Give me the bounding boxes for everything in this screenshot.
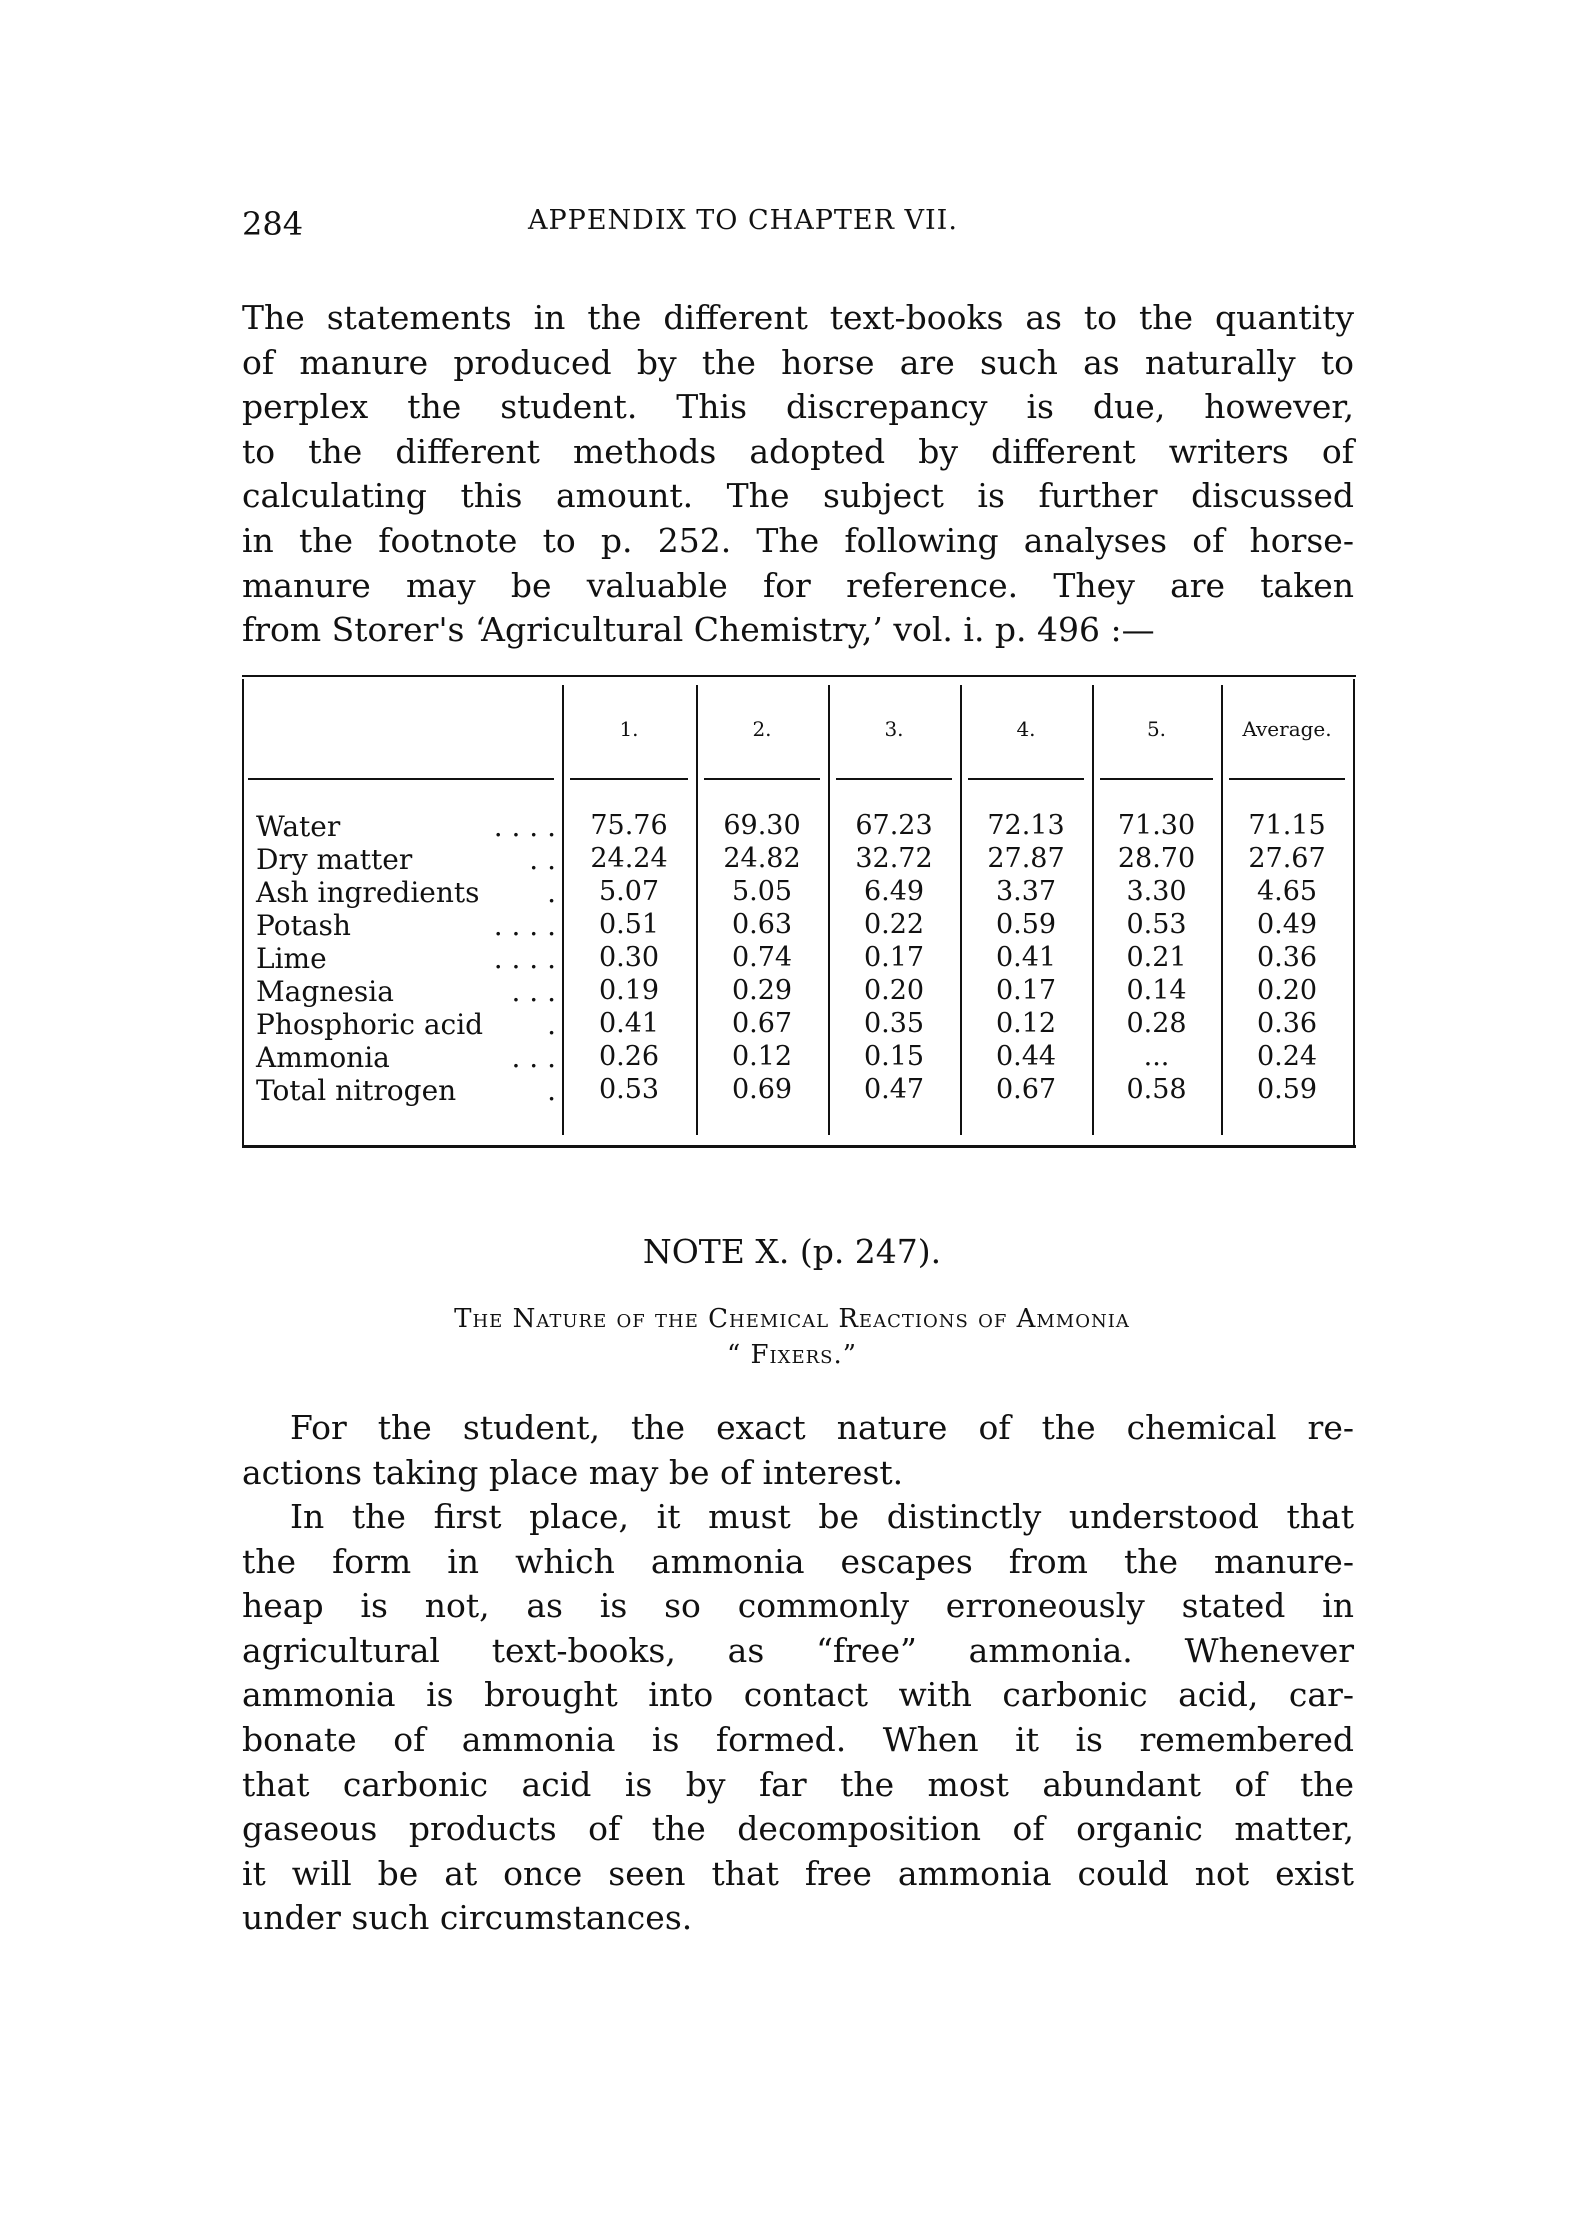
row-label-text: Ash ingredients (256, 876, 480, 909)
table-cell: 0.29 (731, 975, 793, 1006)
table-cell: 0.59 (1256, 1074, 1318, 1105)
table-cell: 4.65 (1256, 876, 1318, 907)
page-number: 284 (242, 205, 304, 243)
table-cell: 3.37 (995, 876, 1057, 907)
row-label (256, 843, 556, 876)
table-right-border (1353, 679, 1355, 1145)
table-cell: 0.67 (731, 1008, 793, 1039)
row-label-text: Total nitrogen (256, 1074, 457, 1107)
note-title: NOTE X. (p. 247). (642, 1232, 942, 1271)
table-cell: 0.36 (1256, 942, 1318, 973)
para2-line: that carbonic acid is by far the most abundant of the (242, 1764, 1354, 1804)
row-label-text: Dry matter (256, 843, 413, 876)
intro-line: perplex the student. This discrepancy is due, however, (242, 387, 1354, 427)
row-label (256, 1074, 556, 1107)
row-label (256, 876, 556, 909)
table-cell: 0.12 (731, 1041, 793, 1072)
leader-dots: . . (529, 843, 556, 876)
column-header: 4. (1016, 717, 1036, 741)
para2-line: In the first place, it must be distinctly understood that (290, 1497, 1354, 1536)
table-cell: 5.07 (598, 876, 660, 907)
header-rule (1100, 778, 1213, 780)
table-cell: 0.53 (598, 1074, 660, 1105)
table-cell: 0.24 (1256, 1041, 1318, 1072)
column-header: 2. (752, 717, 772, 741)
header-rule (1229, 778, 1345, 780)
para2-line: agricultural text-books, as “free” ammonia. Whenever (242, 1630, 1354, 1670)
table-cell: 0.49 (1256, 909, 1318, 940)
row-label (256, 1041, 556, 1074)
table-cell: 0.59 (995, 909, 1057, 940)
table-cell: 0.15 (863, 1041, 925, 1072)
leader-dots: . . . (511, 975, 556, 1008)
row-label-text: Ammonia (256, 1041, 390, 1074)
leader-dots: . (547, 1008, 556, 1041)
table-cell: 28.70 (1117, 843, 1196, 874)
intro-line: calculating this amount. The subject is further discussed (242, 476, 1354, 516)
table-cell: 0.67 (995, 1074, 1057, 1105)
analysis-table (236, 675, 1356, 1150)
table-cell: 0.28 (1126, 1008, 1187, 1039)
table-cell: 0.17 (995, 975, 1057, 1006)
table-cell: 24.24 (590, 843, 668, 874)
intro-line: in the footnote to p. 252. The following analyses of horse- (242, 521, 1354, 560)
table-cell: 0.14 (1126, 975, 1187, 1006)
table-cell: 67.23 (855, 810, 933, 841)
leader-dots: . . . (511, 1041, 556, 1074)
table-cell: 0.19 (598, 975, 660, 1006)
table-cell: 0.41 (995, 942, 1057, 973)
table-cell: 72.13 (987, 810, 1065, 841)
table-cell: 0.47 (863, 1074, 925, 1105)
table-top-rule (242, 675, 1356, 677)
row-label-text: Water (256, 810, 341, 843)
table-cell: 0.44 (995, 1041, 1057, 1072)
table-cell: 0.17 (863, 942, 925, 973)
header-rule (704, 778, 820, 780)
table-cell: 0.63 (731, 909, 793, 940)
table-cell: 0.58 (1126, 1074, 1187, 1105)
table-cell: 0.74 (731, 942, 793, 973)
table-cell: 0.12 (995, 1008, 1057, 1039)
row-label (256, 810, 556, 843)
para2-line: it will be at once seen that free ammonia could not exist (242, 1853, 1354, 1893)
table-cell: 0.26 (598, 1041, 660, 1072)
table-cell: 6.49 (863, 876, 925, 907)
table-cell: 0.30 (598, 942, 660, 973)
leader-dots: . . . . (493, 909, 556, 942)
table-cell: 0.22 (863, 909, 925, 940)
header-rule (968, 778, 1084, 780)
column-header: Average. (1242, 717, 1332, 741)
table-cell: 71.15 (1248, 810, 1326, 841)
table-left-border (242, 679, 244, 1145)
para2-line: gaseous products of the decomposition of organic matter, (242, 1809, 1354, 1849)
table-cell: 3.30 (1126, 876, 1187, 907)
table-cell: 32.72 (855, 843, 933, 874)
leader-dots: . . . . (493, 942, 556, 975)
table-cell: 71.30 (1117, 810, 1196, 841)
table-cell: 27.67 (1248, 843, 1326, 874)
header-rule (836, 778, 952, 780)
leader-dots: . (547, 1074, 556, 1107)
column-header: 5. (1146, 717, 1167, 741)
table-cell: 0.69 (731, 1074, 793, 1105)
para1-line: actions taking place may be of interest. (242, 1452, 904, 1492)
leader-dots: . . . . (493, 810, 556, 843)
row-label-text: Lime (256, 942, 327, 975)
table-cell: 0.51 (598, 909, 660, 940)
header-rule (248, 778, 554, 780)
table-cell: 0.20 (863, 975, 925, 1006)
para2-line: under such circumstances. (242, 1898, 693, 1938)
para2-line: ammonia is brought into contact with carbonic acid, car- (242, 1675, 1354, 1715)
running-head: APPENDIX TO CHAPTER VII. (528, 205, 958, 236)
note-subtitle: The Nature of the Chemical Reactions of Ammonia (454, 1304, 1130, 1334)
table-bottom-rule (242, 1145, 1356, 1148)
table-cell: 0.36 (1256, 1008, 1318, 1039)
row-label (256, 975, 556, 1008)
row-label-text: Potash (256, 909, 351, 942)
row-label-text: Magnesia (256, 975, 394, 1008)
row-label (256, 942, 556, 975)
row-label-text: Phosphoric acid (256, 1008, 484, 1041)
note-subtitle-2: “ Fixers.” (726, 1340, 858, 1370)
column-header: 3. (884, 717, 904, 741)
table-cell: 69.30 (723, 810, 801, 841)
header-rule (570, 778, 688, 780)
intro-line: to the different methods adopted by different writers of (242, 431, 1354, 471)
para2-line: bonate of ammonia is formed. When it is remembered (242, 1720, 1354, 1759)
table-cell: 0.20 (1256, 975, 1318, 1006)
column-header: 1. (619, 717, 639, 741)
row-label (256, 909, 556, 942)
intro-line: manure may be valuable for reference. They are taken (242, 565, 1354, 605)
table-cell: 75.76 (590, 810, 668, 841)
table-cell: 27.87 (987, 843, 1065, 874)
table-cell: 0.53 (1126, 909, 1187, 940)
table-cell: 0.41 (598, 1008, 660, 1039)
leader-dots: . (547, 876, 556, 909)
table-cell: 0.35 (863, 1008, 925, 1039)
table-cell: 5.05 (731, 876, 793, 907)
para2-line: heap is not, as is so commonly erroneously stated in (242, 1586, 1354, 1626)
intro-line: The statements in the different text-books as to the quantity (242, 298, 1354, 337)
intro-line: of manure produced by the horse are such as naturally to (242, 342, 1354, 382)
table-cell: 24.82 (723, 843, 801, 874)
row-label (256, 1008, 556, 1041)
table-cell: 0.21 (1126, 942, 1187, 973)
intro-line: from Storer's ‘Agricultural Chemistry,’ vol. i. p. 496 :— (242, 610, 1155, 650)
para1-line: For the student, the exact nature of the chemical re- (290, 1408, 1354, 1447)
table-cell: ... (1143, 1041, 1170, 1072)
para2-line: the form in which ammonia escapes from the manure- (242, 1541, 1354, 1581)
